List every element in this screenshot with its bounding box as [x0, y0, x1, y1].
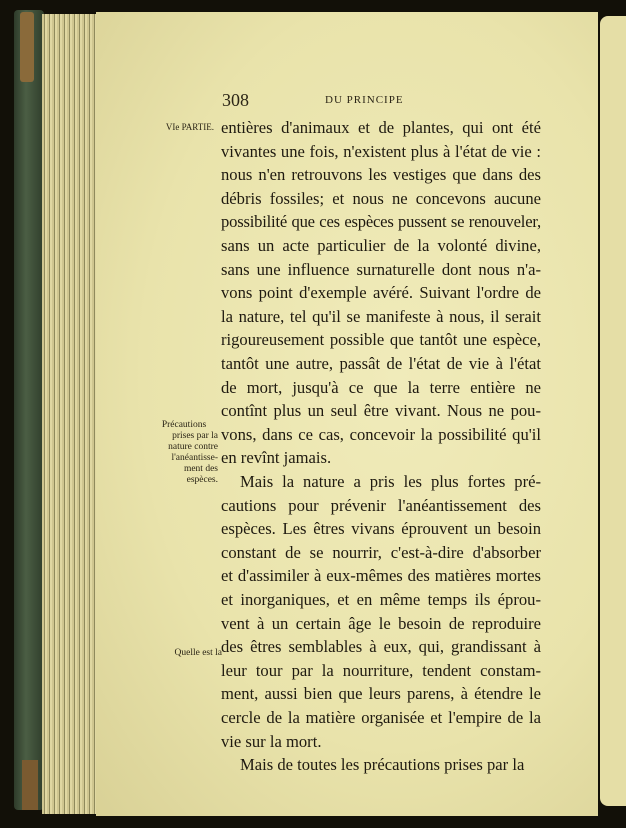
text-line: en revînt jamais.	[221, 448, 332, 468]
text-line: la nature, tel qu'il se manifeste à nous, il serait	[221, 306, 541, 326]
text-line: contînt plus un seul être vivant. Nous ne pou-	[221, 401, 541, 421]
text-line: débris fossiles; et nous ne concevons aucune	[221, 188, 541, 208]
text-line: Mais la nature a pris les plus fortes pré-	[240, 472, 541, 491]
text-line: sans un acte particulier de la volonté divine,	[221, 236, 541, 255]
text-line: Mais de toutes les précautions prises par la	[240, 755, 525, 775]
text-line: et inorganiques, et en même temps ils éprou-	[221, 590, 541, 609]
text-line: cautions pour prévenir l'anéantissement des	[221, 495, 541, 515]
text-line: constant de se nourrir, c'est-à-dire d'absorber	[221, 542, 541, 562]
margin-note-quelle: Quelle est la	[174, 648, 222, 658]
text-line: vons point d'exemple avéré. Suivant l'ordre de	[221, 283, 541, 303]
page-edges	[42, 14, 98, 814]
cover-corner	[20, 12, 34, 82]
margin-note-line: Précautions	[161, 420, 207, 430]
cover-corner-bottom	[22, 760, 38, 810]
margin-note-line: espèces.	[186, 475, 218, 485]
text-line: de mort, jusqu'à ce que la terre entière ne	[221, 377, 541, 397]
text-line: rigoureusement possible que tantôt une espèce,	[221, 330, 541, 350]
text-line: cercle de la matière organisée et l'empire de la	[221, 708, 541, 727]
text-line: et d'assimiler à eux-mêmes des matières mortes	[221, 566, 541, 586]
margin-part: VIe PARTIE.	[165, 122, 214, 132]
running-title: DU PRINCIPE	[325, 94, 404, 106]
margin-note-line: prises par la	[172, 431, 218, 441]
margin-note-line: nature contre	[168, 442, 218, 452]
text-line: espèces. Les êtres vivans éprouvent un besoin	[221, 519, 541, 539]
text-line: vent à un certain âge le besoin de reproduire	[221, 613, 541, 633]
text-line: possibilité que ces espèces pussent se renouveler,	[221, 212, 541, 232]
text-line: des êtres semblables à eux, qui, grandissant à	[221, 637, 541, 657]
margin-note-line: ment des	[183, 464, 218, 474]
book-cover	[14, 10, 44, 810]
text-line: tantôt une autre, passât de l'état de vie à l'état	[221, 354, 541, 373]
page-number: 308	[222, 90, 249, 110]
margin-note-precautions	[150, 420, 218, 486]
text-line: nous n'en retrouvons les vestiges que dans des	[221, 165, 541, 185]
text-line: vons, dans ce cas, concevoir la possibilité qu'il	[221, 424, 541, 444]
text-line: entières d'animaux et de plantes, qui ont été	[221, 118, 541, 137]
margin-note-line: l'anéantisse-	[171, 453, 218, 463]
text-line: ment, aussi bien que leurs parens, à étendre le	[221, 684, 541, 704]
text-line: sans une influence surnaturelle dont nous n'a-	[221, 259, 541, 279]
text-line: leur tour par la nourriture, tendent constam-	[221, 660, 541, 680]
text-line: vie sur la mort.	[221, 731, 322, 751]
text-line: vivantes une fois, n'existent plus à l'état de vie :	[221, 141, 541, 161]
facing-page	[600, 16, 626, 806]
